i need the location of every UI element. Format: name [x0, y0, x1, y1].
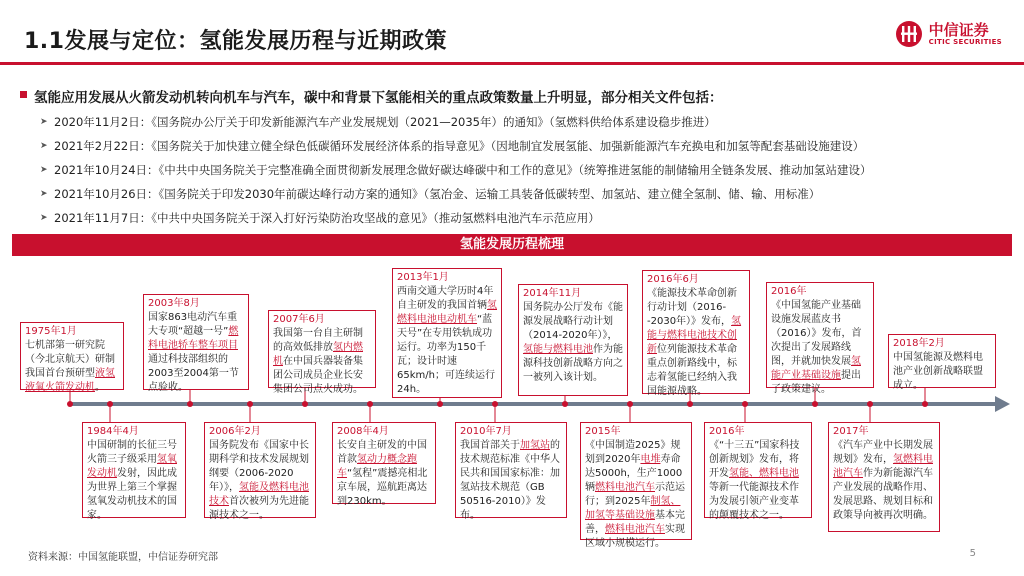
event-text-segment: 西南交通大学历时4年自主研发的我国首辆	[397, 286, 494, 311]
page-title: 1.1发展与定位：氢能发展历程与近期政策	[24, 29, 447, 54]
event-text-segment: 等新一代能源技术作为发展引领产业变革的颠覆技术之一。	[709, 482, 799, 521]
event-keyword: 氢能产业基础设施	[771, 356, 861, 381]
event-text	[771, 300, 861, 395]
policy-item: ➤ 2021年2月22日：《国务院关于加快建立健全绿色低碳循环发展经济体系的指导意见》（因地制宜发展氢能、加强新能源汽车充换电和加氢等配套基础设施建设）	[54, 136, 1014, 160]
policy-list	[40, 112, 1014, 232]
event-text-segment: “氢程”震撼亮相北京车展，巡航距离达到230km。	[337, 468, 428, 507]
citic-emblem-icon	[895, 20, 923, 48]
arrow-bullet-icon: ➤	[40, 189, 48, 199]
event-2018	[888, 334, 996, 391]
event-date: 2007年6月	[273, 314, 325, 325]
event-keyword: 氢氧发动机	[87, 454, 177, 479]
event-date: 2003年8月	[148, 298, 200, 309]
event-text	[87, 440, 177, 521]
event-text-segment: 寿命达5000h，生产1000辆	[585, 454, 683, 493]
event-keyword: 燃料电池汽车	[605, 524, 665, 535]
event-1975	[20, 322, 124, 393]
event-text-segment: 在中国兵器装备集团公司成员企业长安集团公司点火成功。	[273, 356, 363, 395]
event-keyword: 氢燃料电池汽车	[833, 454, 933, 479]
event-2016-plan	[704, 422, 812, 521]
event-date: 2006年2月	[209, 426, 261, 437]
event-text-segment: 基本完善，	[585, 510, 685, 535]
event-text-segment: 国家863电动汽车重大专项“超越一号”	[148, 312, 238, 337]
event-text-segment: 首次被列为先进能源技术之一。	[209, 496, 309, 521]
event-2007	[268, 310, 376, 395]
event-keyword: 氢能及燃料电池技术	[209, 482, 309, 507]
policy-item: ➤ 2020年11月2日：《国务院办公厅关于印发新能源汽车产业发展规划（2021—2035年）的通知》（氢燃料供给体系建设稳步推进）	[54, 112, 1014, 136]
event-text-segment: 作为能源科技创新战略方向之一被列入该计划。	[523, 344, 623, 383]
event-date: 2017年	[833, 426, 869, 437]
event-text-segment: 《“十三五”国家科技创新规划》发布，将开发	[709, 440, 800, 479]
event-text-segment: 《中国氢能产业基础设施发展蓝皮书（2016）》发布，首次提出了发展路线图，并就加快发展	[771, 300, 862, 367]
event-keyword: 加氢站	[520, 440, 550, 451]
event-text-segment: 发射，因此成为世界上第三个掌握氢氧发动机技术的国家。	[87, 468, 177, 521]
event-text	[709, 440, 799, 521]
event-text-segment: 《汽车产业中长期发展规划》发布，	[833, 440, 933, 465]
source-note: 资料来源：中国氢能联盟，中信证券研究部	[28, 552, 218, 563]
event-text	[647, 288, 741, 397]
event-2016-bluebook	[766, 282, 874, 395]
arrow-bullet-icon: ➤	[40, 117, 48, 127]
event-date: 2015年	[585, 426, 621, 437]
event-text-segment: 示范运行；到2025年	[585, 482, 685, 507]
event-text-segment: 实现区域小规模运行。	[585, 524, 685, 549]
event-text-segment: 提出了政策建议。	[771, 370, 861, 395]
policy-item: ➤ 2021年10月26日：《国务院关于印发2030年前碳达峰行动方案的通知》（氢冶金、运输工具装备低碳转型、加氢站、建立健全氢制、储、输、用标准）	[54, 184, 1014, 208]
event-text-segment: 。	[95, 382, 105, 393]
event-text-segment: 《能源技术革命创新行动计划（2016--2030年）》发布，	[647, 288, 737, 327]
event-keyword: 燃料电池轿车整车项目	[148, 326, 239, 351]
event-text-segment: “蓝天号”在专用铁轨成功运行。功率为150千瓦；设计时速65km/h；可连续运行24h。	[397, 314, 495, 395]
event-date: 2013年1月	[397, 272, 449, 283]
event-2013	[392, 268, 502, 398]
event-date: 1975年1月	[25, 326, 77, 337]
event-text	[460, 440, 560, 521]
event-text	[833, 440, 933, 521]
event-date: 2010年7月	[460, 426, 512, 437]
event-text	[25, 340, 115, 393]
event-keyword: 氢能与燃料电池技术创新	[647, 316, 742, 355]
headline	[34, 86, 1004, 106]
event-text-segment: 长安自主研发的中国首款	[337, 440, 427, 465]
event-date: 2018年2月	[893, 338, 945, 349]
event-2010	[455, 422, 567, 521]
arrow-bullet-icon: ➤	[40, 165, 48, 175]
event-text-segment: 国务院发布《国家中长期科学和技术发展规划纲要（2006-2020年）》，	[209, 440, 309, 493]
event-text-segment: 国务院办公厅发布《能源发展战略行动计划（2014-2020年）》，	[523, 302, 623, 341]
event-text	[273, 328, 363, 395]
event-2015	[580, 422, 692, 549]
arrow-bullet-icon: ➤	[40, 141, 48, 151]
event-text	[397, 286, 497, 395]
event-text	[148, 312, 239, 393]
event-text-segment: 位列能源技术革命重点创新路线中，标志着氢能已经纳入我国能源战略。	[647, 344, 737, 397]
event-keyword: 氢内燃机	[273, 342, 363, 367]
event-text-segment: 我国首部关于	[460, 440, 520, 451]
event-2014	[518, 284, 628, 396]
event-text-segment: 我国第一台自主研制的高效低排放	[273, 328, 363, 353]
event-1984	[82, 422, 186, 521]
logo-en: CITIC SECURITIES	[928, 37, 1002, 46]
event-keyword: 制氢、加氢等基础设施	[585, 496, 681, 521]
timeline-banner: 氢能发展历程梳理	[12, 234, 1012, 256]
event-text-segment: 中国氢能源及燃料电池产业创新战略联盟成立。	[893, 352, 983, 391]
event-text-segment: 作为新能源汽车产业发展的战略作用、发展思路、规划目标和政策导向被再次明确。	[833, 468, 933, 521]
event-2017	[828, 422, 940, 532]
arrow-bullet-icon: ➤	[40, 213, 48, 223]
policy-item: ➤ 2021年10月24日：《中共中央国务院关于完整准确全面贯彻新发展理念做好碳达峰碳中和工作的意见》（统筹推进氢能的制储输用全链条发展、推动加氢站建设）	[54, 160, 1014, 184]
event-text	[209, 440, 309, 521]
event-keyword: 液氢液氧火箭发动机	[25, 368, 115, 393]
event-date: 2016年	[709, 426, 745, 437]
event-keyword: 电堆	[640, 454, 661, 465]
event-keyword: 氢动力概念跑车	[337, 454, 417, 479]
event-date: 2008年4月	[337, 426, 389, 437]
policy-item: ➤ 2021年11月7日：《中共中央国务院关于深入打好污染防治攻坚战的意见》（推动氢燃料电池汽车示范应用）	[54, 208, 1014, 232]
logo-cn: 中信证券	[928, 20, 989, 39]
event-date: 1984年4月	[87, 426, 139, 437]
square-bullet-icon	[20, 91, 27, 98]
event-date: 2016年6月	[647, 274, 699, 285]
event-keyword: 氢能、燃料电池	[729, 468, 799, 479]
event-text-segment: 《中国制造2025》规划到2020年	[585, 440, 681, 465]
event-2003	[143, 294, 249, 393]
event-text-segment: 的技术规范标准《中华人民共和国国家标准：加氢站技术规范（GB 50516-2010）》发布。	[460, 440, 560, 521]
event-text	[337, 440, 427, 507]
event-2008	[332, 422, 436, 507]
event-keyword: 氢燃料电池电动机车	[397, 300, 497, 325]
citic-logo	[895, 20, 1002, 48]
event-text	[523, 302, 623, 383]
event-keyword: 燃料电池汽车	[595, 482, 655, 493]
event-keyword: 氢能与燃料电池	[523, 344, 593, 355]
event-2006	[204, 422, 316, 521]
event-2016-06	[642, 270, 750, 397]
page-number: 5	[969, 548, 976, 559]
event-text	[893, 352, 983, 391]
title-rule	[0, 62, 1024, 65]
headline-text: 氢能应用发展从火箭发动机转向机车与汽车，碳中和背景下氢能相关的重点政策数量上升明显，部分相关文件包括：	[34, 90, 723, 106]
event-date: 2014年11月	[523, 288, 582, 299]
event-text-segment: 中国研制的长征三号火箭三子级采用	[87, 440, 177, 465]
event-date: 2016年	[771, 286, 807, 297]
event-text	[585, 440, 685, 549]
event-text-segment: 七机部第一研究院（今北京航天）研制我国首台预研型	[25, 340, 115, 379]
event-text-segment: 通过科技部组织的2003至2004第一节点验收。	[148, 354, 239, 393]
